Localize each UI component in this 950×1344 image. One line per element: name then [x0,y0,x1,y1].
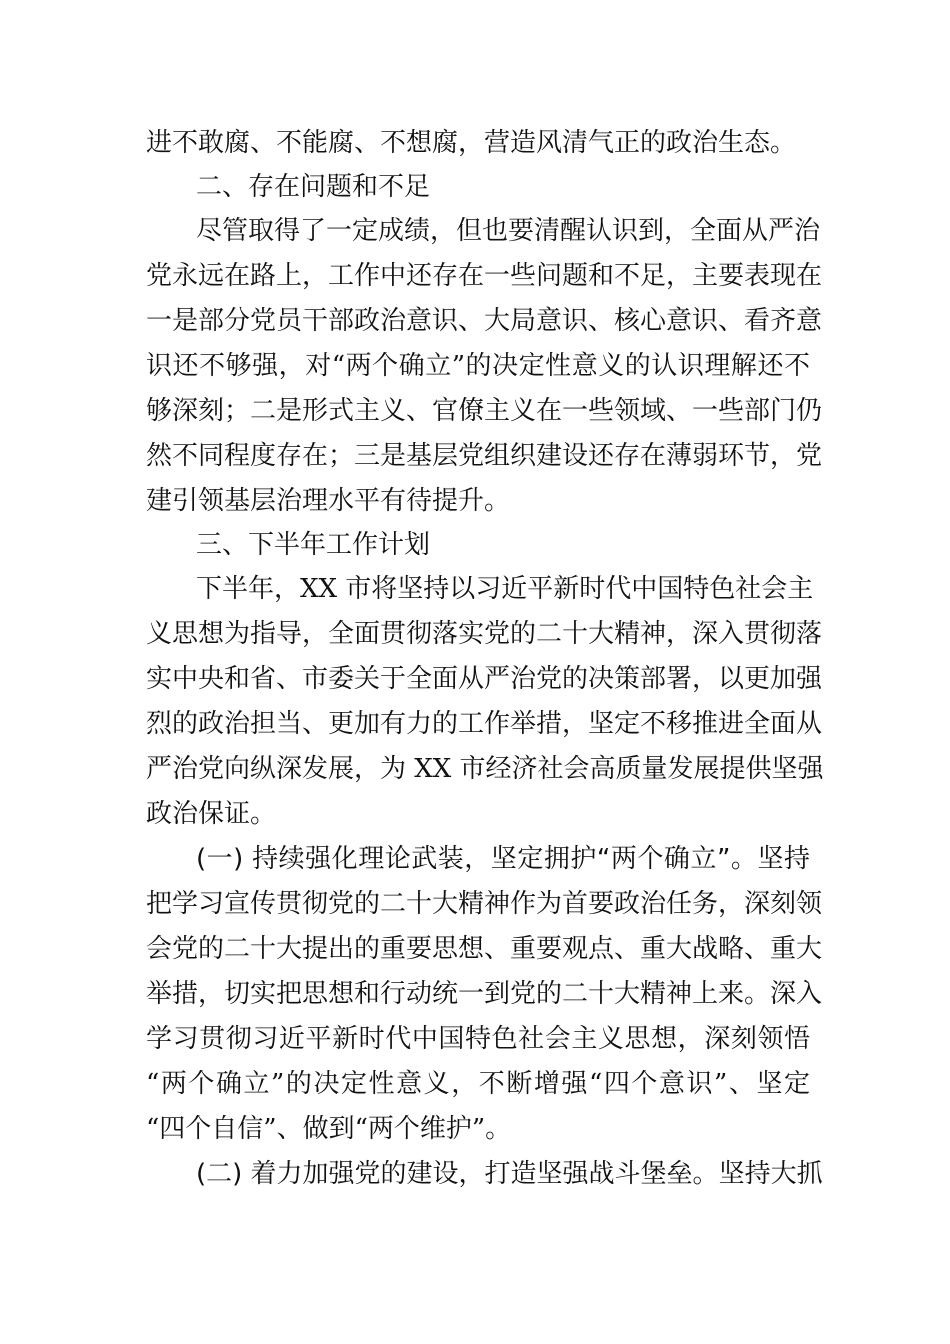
paragraph-line: 党永远在路上，工作中还存在一些问题和不足，主要表现在 [146,261,823,291]
paragraph-line: “两个确立”的决定性意义，不断增强“四个意识”、坚定 [146,1069,810,1099]
paragraph-line: 烈的政治担当、更加有力的工作举措，坚定不移推进全面从 [146,709,823,739]
subsection-title-1: (一) 持续强化理论武装，坚定拥护“两个确立”。 [196,844,758,874]
paragraph-line: 一是部分党员干部政治意识、大局意识、核心意识、看齐意 [146,306,823,336]
paragraph-line: 举措，切实把思想和行动统一到党的二十大精神上来。深入 [146,979,823,1009]
paragraph-text: 坚持 [757,844,810,874]
paragraph-line: 实中央和省、市委关于全面从严治党的决策部署，以更加强 [146,664,823,694]
paragraph-line: 然不同程度存在；三是基层党组织建设还存在薄弱环节，党 [146,441,823,471]
paragraph-line: 学习贯彻习近平新时代中国特色社会主义思想，深刻领悟 [146,1024,810,1054]
subsection-line [196,842,810,876]
section-heading-plan: 三、下半年工作计划 [196,530,431,560]
paragraph-line: 识还不够强，对“两个确立”的决定性意义的认识理解还不 [146,351,810,381]
paragraph-line: 尽管取得了一定成绩，但也要清醒认识到，全面从严治 [196,216,821,246]
paragraph-line: 够深刻；二是形式主义、官僚主义在一些领域、一些部门仍 [146,396,823,426]
paragraph-line: 会党的二十大提出的重要思想、重要观点、重大战略、重大 [146,934,823,964]
paragraph-line: 义思想为指导，全面贯彻落实党的二十大精神，深入贯彻落 [146,619,823,649]
paragraph-line: 下半年，XX 市将坚持以习近平新时代中国特色社会主 [196,574,814,604]
paragraph-text: 坚持大抓 [718,1159,823,1189]
paragraph-line: 政治保证。 [146,799,277,829]
subsection-title-2: (二) 着力加强党的建设，打造坚强战斗堡垒。 [196,1159,719,1189]
section-heading-problems: 二、存在问题和不足 [196,172,431,202]
paragraph-line: 建引领基层治理水平有待提升。 [146,486,511,516]
paragraph-line: 把学习宣传贯彻党的二十大精神作为首要政治任务，深刻领 [146,889,823,919]
paragraph-line: 进不敢腐、不能腐、不想腐，营造风清气正的政治生态。 [146,128,797,158]
paragraph-line: “四个自信”、做到“两个维护”。 [146,1114,512,1144]
subsection-line [196,1157,823,1191]
paragraph-line: 严治党向纵深发展，为 XX 市经济社会高质量发展提供坚强 [146,754,824,784]
